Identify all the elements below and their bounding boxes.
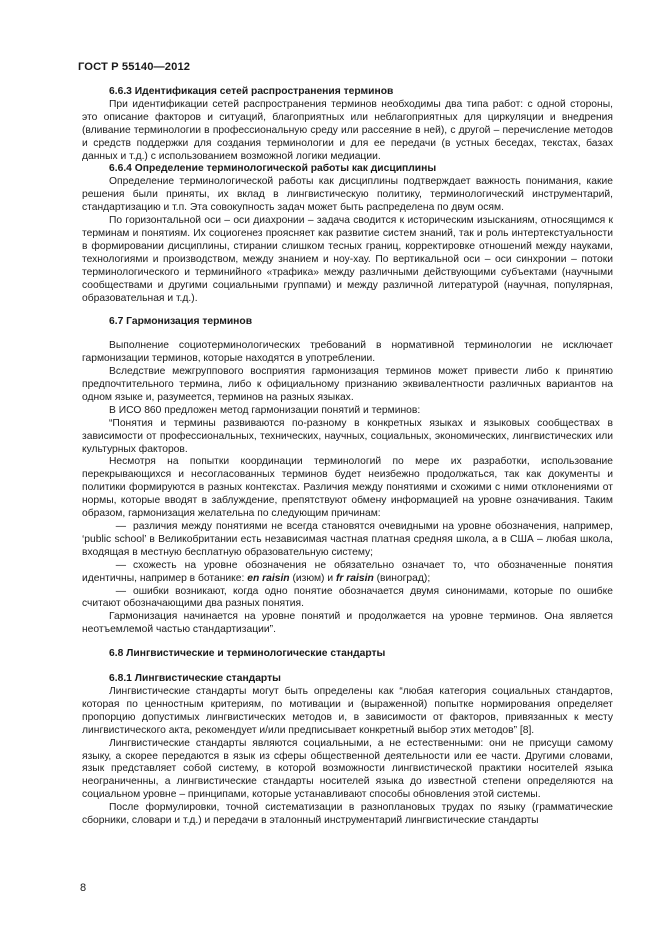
list-item-text: схожесть на уровне обозначения не обязательно означает то, что обозначенные понятия идентичны, например в ботанике: [82, 559, 613, 584]
term-en-raisin: en raisin [247, 572, 290, 584]
section-6-8-1-title: 6.8.1 Лингвистические стандарты [109, 673, 281, 685]
list-item-text: (виноград); [373, 572, 431, 584]
paragraph: По горизонтальной оси – оси диахронии – задача сводится к историческим изысканиям, относящимся к терминам и понятиям. Их социогенез проясняет как развитие систем знаний, так и роль интертекстуальности в формировании дисциплины, стирании слишком тесных границ, корректировке отношений между науками, технологиями и производством, между знанием и ноу-хау. По вертикальной оси – оси синхронии – потоки терминологического и терминийного «трафика» между различными действующими субъектами (научными сообществами и другими социальными группами) и между различной литературой (научная, популярная, образовательная и т.д.). [82, 215, 613, 304]
list-dash: — [115, 585, 126, 597]
list-item [82, 586, 613, 612]
list-item-text: (изюм) и [289, 572, 336, 584]
list-dash: — [115, 559, 126, 571]
section-6-8-title: 6.8 Лингвистические и терминологические стандарты [109, 648, 386, 660]
section-6-6-4-title: 6.6.4 Определение терминологической работы как дисциплины [109, 163, 437, 175]
document-id-header: ГОСТ Р 55140—2012 [78, 61, 191, 73]
paragraph: Лингвистические стандарты являются социальными, а не естественными: они не присущи самому языку, а скорее передаются в язык из сферы общественной деятельности или ее части. Другими словами, язык представляет собой систему, в которой возможности лингвистической практики носителей языка неограниченны, а лингвистические стандарты носителей языка до известной степени определяются на социальном уровне – принципами, которые устанавливают способы обновления этой системы. [82, 737, 613, 801]
paragraph: Выполнение социотерминологических требований в нормативной терминологии не исключает гармонизации терминов, которые находятся в употреблении. [82, 340, 613, 365]
list-item [82, 560, 613, 586]
quote-paragraph: Гармонизация начинается на уровне понятий и продолжается на уровне терминов. Она является неотъемлемой частью стандартизации”. [82, 611, 613, 636]
paragraph: Вследствие межгруппового восприятия гармонизация терминов может привести либо к принятию предпочтительного термина, либо к официальному признанию эквивалентности различных вариантов на одном языке и, разумеется, терминов на разных языках. [82, 366, 613, 403]
paragraph: Лингвистические стандарты могут быть определены как “любая категория социальных стандартов, которая по ценностным критериям, по мотивации и (выраженной) попытке нормирования определяет пропорцию допустимых лингвистических методов и, в зависимости от факторов, привязанных к месту лингвистического акта, рекомендует и/или предписывает конкретный выбор этих методов” [8]. [82, 685, 613, 736]
paragraph: Определение терминологической работы как дисциплины подтверждает важность понимания, какие решения были приняты, их вклад в лингвистическую политику, терминологический инструментарий, стандартизацию и т.п. Эта совокупность задач может быть распределена по двум осям. [82, 176, 613, 214]
list-item [82, 521, 613, 560]
page-content [82, 86, 613, 828]
paragraph: В ИСО 860 предложен метод гармонизации понятий и терминов: [109, 404, 421, 416]
page-number: 8 [80, 882, 87, 894]
section-6-7-title: 6.7 Гармонизация терминов [109, 316, 253, 328]
paragraph: При идентификации сетей распространения терминов необходимы два типа работ: с одной стороны, это описание факторов и ситуаций, благоприятных или неблагоприятных для циркуляции и внедрения (вливание терминологии в профессиональную среду или рассеяние в ней), с другой – перечисление методов и средств поддержки для создания терминологии и для ее передачи (в устных беседах, текстах, базах данных и т.д.) с использованием возможной логики медиации. [82, 98, 613, 162]
quote-paragraph: “Понятия и термины развиваются по-разному в конкретных языках и языковых сообществах в зависимости от профессиональных, технических, научных, социальных, экономических, лингвистических или культурных факторов. [82, 417, 613, 455]
list-item-text: различия между понятиями не всегда становятся очевидными на уровне обозначения, например, ‘public school’ в Великобритании есть независимая частная платная средняя школа, а в США – любая школа, входящая в местную бесплатную образовательную систему; [82, 521, 613, 558]
section-6-6-3-title: 6.6.3 Идентификация сетей распространения терминов [109, 86, 394, 97]
list-item-text: ошибки возникают, когда одно понятие обозначается двумя синонимами, которые по ошибке считают обозначающими два разных понятия. [82, 585, 613, 610]
paragraph: После формулировки, точной систематизации в разноплановых трудах по языку (грамматические сборники, словари и т.д.) и передачи в эталонный инструментарий лингвистические стандарты [82, 802, 613, 827]
term-fr-raisin: fr raisin [335, 572, 374, 584]
list-dash: — [115, 521, 126, 532]
quote-paragraph: Несмотря на попытки координации терминологий по мере их разработки, использование перекрывающихся и несогласованных терминов будет неизбежно продолжаться, так как документы и политики формируются в разных контекстах. Различия между понятиями и схожими с ними отклонениями от нормы, которые вводят в заблуждение, препятствуют обмену информацией на уровне означивания. Таким образом, гармонизация желательна по следующим причинам: [82, 456, 613, 520]
